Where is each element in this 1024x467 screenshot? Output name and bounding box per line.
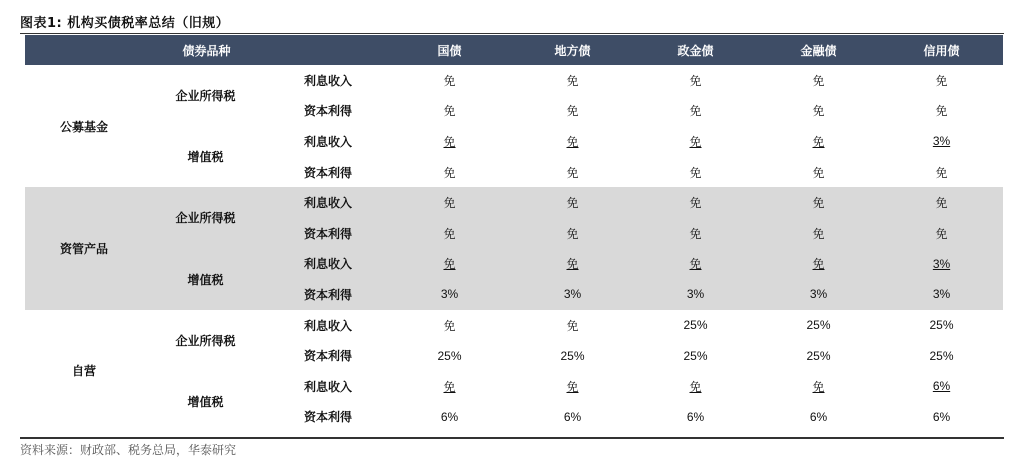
tax-rate-cell [880, 279, 1003, 310]
tax-rate-cell [634, 402, 757, 433]
tax-rate-cell [880, 310, 1003, 341]
tax-rate-value: 免 [443, 226, 456, 241]
tax-type: 企业所得税 [175, 89, 236, 104]
tax-rate-value: 免 [689, 379, 702, 394]
tax-rate-cell [511, 187, 634, 218]
tax-rate-value: 免 [935, 226, 948, 241]
tax-rate-value: 免 [443, 318, 456, 333]
tax-rate-cell [757, 402, 880, 433]
table-row [25, 371, 1003, 402]
tax-type: 企业所得税 [143, 187, 268, 248]
tax-rate-value: 3% [809, 287, 828, 302]
tax-rate-cell [757, 310, 880, 341]
tax-rate-cell [388, 279, 511, 310]
group-public-fund [25, 65, 1003, 187]
tax-rate-value: 免 [566, 165, 579, 180]
tax-rate-value: 免 [566, 379, 579, 394]
tax-rate-cell [880, 187, 1003, 218]
tax-rate-cell [880, 249, 1003, 280]
product-category: 资管产品 [25, 187, 143, 309]
tax-rate-cell [880, 157, 1003, 188]
tax-rate-value: 免 [566, 226, 579, 241]
tax-rate-value: 免 [689, 226, 702, 241]
bottom-rule [20, 437, 1004, 439]
tax-rate-cell [388, 187, 511, 218]
tax-rate-table [25, 35, 1003, 432]
tax-rate-cell [511, 157, 634, 188]
tax-rate-cell [757, 249, 880, 280]
tax-rate-value: 免 [443, 379, 456, 394]
tax-rate-value: 6% [686, 409, 705, 424]
tax-rate-value: 免 [812, 134, 825, 149]
tax-rate-value: 免 [443, 165, 456, 180]
income-type: 资本利得 [304, 165, 353, 180]
tax-rate-value: 免 [566, 318, 579, 333]
tax-rate-cell [511, 310, 634, 341]
tax-type: 增值税 [187, 150, 224, 165]
tax-rate-value: 25% [683, 318, 708, 333]
header-bond-jinrongzhai: 金融债 [757, 35, 880, 65]
tax-rate-value: 6% [809, 409, 828, 424]
tax-rate-value: 免 [443, 134, 456, 149]
income-type: 利息收入 [304, 379, 353, 394]
tax-rate-value: 3% [932, 134, 951, 149]
tax-rate-value: 免 [689, 196, 702, 211]
header-bond-guozhai: 国债 [388, 35, 511, 65]
header-product: 债券品种 [25, 35, 388, 65]
product-category: 公募基金 [59, 119, 108, 134]
header-bond-zhengjinzhai: 政金债 [634, 35, 757, 65]
table-header-row [25, 35, 1003, 65]
tax-type: 企业所得税 [175, 333, 236, 348]
tax-rate-cell [757, 96, 880, 127]
income-type: 资本利得 [268, 218, 388, 249]
tax-rate-cell [511, 402, 634, 433]
tax-type: 增值税 [143, 249, 268, 310]
tax-rate-cell [880, 340, 1003, 371]
tax-rate-cell [511, 218, 634, 249]
tax-rate-cell [511, 340, 634, 371]
tax-rate-value: 免 [935, 73, 948, 88]
tax-rate-value: 免 [935, 196, 948, 211]
tax-rate-value: 免 [812, 379, 825, 394]
tax-rate-value: 3% [686, 287, 705, 302]
income-type: 利息收入 [268, 187, 388, 218]
tax-rate-value: 25% [437, 348, 462, 363]
tax-rate-value: 免 [812, 196, 825, 211]
header-bond-xinyongzhai: 信用债 [880, 35, 1003, 65]
tax-rate-value: 25% [929, 318, 954, 333]
tax-rate-value: 3% [440, 287, 459, 302]
income-type: 利息收入 [304, 73, 353, 88]
source-note: 资料来源：财政部、税务总局，华泰研究 [20, 443, 237, 457]
tax-rate-value: 3% [932, 256, 951, 271]
tax-rate-cell [880, 96, 1003, 127]
tax-rate-value: 免 [566, 196, 579, 211]
tax-type: 增值税 [187, 395, 224, 410]
tax-rate-cell [757, 340, 880, 371]
tax-rate-cell [388, 157, 511, 188]
income-type: 资本利得 [268, 279, 388, 310]
tax-rate-value: 免 [566, 134, 579, 149]
tax-rate-value: 免 [812, 165, 825, 180]
tax-rate-value: 免 [812, 73, 825, 88]
tax-rate-cell [880, 402, 1003, 433]
tax-rate-value: 免 [935, 165, 948, 180]
group-asset-mgmt [25, 187, 1003, 309]
tax-rate-cell [757, 218, 880, 249]
tax-rate-cell [511, 249, 634, 280]
top-rule [20, 33, 1004, 34]
tax-rate-value: 3% [932, 287, 951, 302]
tax-rate-value: 免 [812, 104, 825, 119]
tax-rate-value: 免 [566, 257, 579, 272]
tax-rate-value: 免 [689, 257, 702, 272]
group-proprietary [25, 310, 1003, 432]
tax-rate-cell [634, 65, 757, 96]
header-bond-difangzhai: 地方债 [511, 35, 634, 65]
tax-rate-value: 免 [935, 104, 948, 119]
income-type: 利息收入 [304, 134, 353, 149]
tax-rate-value: 免 [566, 73, 579, 88]
tax-rate-cell [511, 96, 634, 127]
tax-rate-cell [880, 65, 1003, 96]
tax-rate-cell [634, 371, 757, 402]
tax-rate-value: 25% [806, 318, 831, 333]
tax-rate-value: 免 [443, 104, 456, 119]
tax-rate-cell [511, 65, 634, 96]
tax-rate-cell [388, 126, 511, 157]
tax-rate-value: 25% [560, 348, 585, 363]
tax-rate-value: 免 [812, 257, 825, 272]
figure-title: 图表1: 机构买债税率总结（旧规） [20, 16, 230, 31]
income-type: 资本利得 [304, 410, 353, 425]
tax-rate-cell [757, 157, 880, 188]
tax-rate-cell [388, 402, 511, 433]
tax-rate-cell [634, 310, 757, 341]
tax-rate-cell [634, 249, 757, 280]
tax-rate-cell [634, 96, 757, 127]
tax-rate-cell [634, 218, 757, 249]
tax-rate-cell [757, 187, 880, 218]
tax-rate-cell [757, 371, 880, 402]
tax-rate-value: 免 [566, 104, 579, 119]
tax-rate-cell [757, 279, 880, 310]
tax-rate-cell [880, 371, 1003, 402]
income-type: 资本利得 [304, 104, 353, 119]
tax-rate-value: 25% [683, 348, 708, 363]
tax-rate-cell [511, 126, 634, 157]
tax-rate-cell [634, 279, 757, 310]
tax-rate-value: 6% [932, 379, 951, 394]
tax-rate-value: 免 [443, 257, 456, 272]
tax-rate-cell [388, 96, 511, 127]
table-row [25, 310, 1003, 341]
tax-rate-value: 免 [443, 196, 456, 211]
tax-rate-value: 免 [443, 73, 456, 88]
tax-rate-cell [388, 249, 511, 280]
product-category: 自营 [71, 364, 96, 379]
tax-rate-value: 免 [812, 226, 825, 241]
tax-rate-cell [388, 340, 511, 371]
tax-rate-cell [634, 126, 757, 157]
tax-rate-value: 免 [689, 73, 702, 88]
tax-rate-value: 免 [689, 104, 702, 119]
tax-rate-cell [880, 126, 1003, 157]
tax-rate-value: 6% [563, 409, 582, 424]
tax-rate-value: 6% [440, 409, 459, 424]
table-row [25, 65, 1003, 96]
tax-rate-value: 免 [689, 165, 702, 180]
tax-rate-cell [634, 187, 757, 218]
income-type: 利息收入 [304, 318, 353, 333]
tax-rate-cell [511, 371, 634, 402]
tax-rate-cell [634, 340, 757, 371]
tax-rate-value: 25% [929, 348, 954, 363]
tax-rate-cell [388, 218, 511, 249]
tax-rate-value: 3% [563, 287, 582, 302]
tax-rate-cell [880, 218, 1003, 249]
tax-rate-value: 免 [689, 134, 702, 149]
tax-rate-cell [511, 279, 634, 310]
table-row [25, 249, 1003, 280]
table-row [25, 187, 1003, 218]
tax-rate-cell [388, 371, 511, 402]
tax-rate-cell [388, 310, 511, 341]
tax-rate-cell [388, 65, 511, 96]
tax-rate-cell [634, 157, 757, 188]
tax-rate-cell [757, 126, 880, 157]
tax-rate-value: 6% [932, 409, 951, 424]
income-type: 资本利得 [304, 349, 353, 364]
tax-rate-cell [757, 65, 880, 96]
table-row [25, 126, 1003, 157]
tax-rate-value: 25% [806, 348, 831, 363]
income-type: 利息收入 [268, 249, 388, 280]
